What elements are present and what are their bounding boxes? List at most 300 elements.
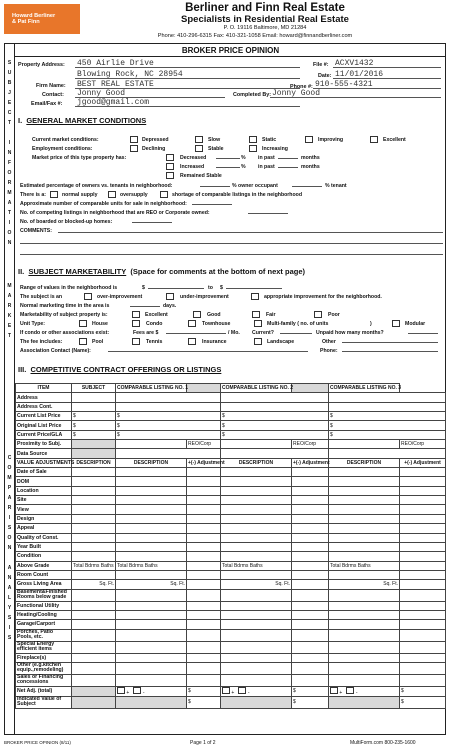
- subject-gla-cell[interactable]: [72, 580, 116, 589]
- table-row: [16, 620, 446, 629]
- email-field[interactable]: jgood@gmail.com: [75, 98, 300, 107]
- declining-checkbox[interactable]: [130, 145, 138, 152]
- multifamily-checkbox[interactable]: [254, 320, 262, 327]
- market-fair-checkbox[interactable]: [252, 311, 260, 318]
- declining-label: Declining: [142, 146, 166, 152]
- adj-cell[interactable]: [292, 561, 329, 570]
- adj-cell[interactable]: [400, 674, 446, 686]
- comp-desc-cell[interactable]: [329, 552, 400, 561]
- assoc-phone-field[interactable]: [342, 346, 438, 352]
- sidebar-letter: R: [7, 303, 12, 309]
- comp-desc-cell[interactable]: [116, 629, 187, 641]
- decreased-pct-field[interactable]: [216, 153, 240, 159]
- comp-desc-cell[interactable]: [329, 542, 400, 551]
- oversupply-checkbox[interactable]: [108, 191, 116, 198]
- increased-months-field[interactable]: [278, 162, 298, 168]
- range-to-field[interactable]: [226, 283, 282, 289]
- adj-cell[interactable]: [292, 580, 329, 589]
- table-row: [16, 393, 446, 402]
- adj-cell[interactable]: [292, 552, 329, 561]
- subject-adj-cell[interactable]: [72, 620, 116, 629]
- comp-cell[interactable]: [116, 393, 221, 402]
- adj-row-label: Indicated Value of Subject: [16, 696, 72, 708]
- comp-desc-cell[interactable]: [329, 653, 400, 662]
- market-excellent-checkbox[interactable]: [132, 311, 140, 318]
- adj-cell[interactable]: [187, 542, 221, 551]
- net-adj-value[interactable]: $: [292, 686, 329, 696]
- subject-adj-cell[interactable]: [72, 662, 116, 674]
- comp-cell[interactable]: [329, 440, 400, 449]
- condo-checkbox[interactable]: [132, 320, 140, 327]
- house-checkbox[interactable]: [79, 320, 87, 327]
- adj-cell[interactable]: [292, 620, 329, 629]
- comp-price-cell[interactable]: $: [221, 412, 329, 421]
- stable-checkbox[interactable]: [195, 145, 203, 152]
- row-label: Data Source: [16, 449, 72, 458]
- adj-cell[interactable]: [292, 674, 329, 686]
- comp-gla-cell[interactable]: [116, 580, 187, 589]
- adj-cell[interactable]: [187, 524, 221, 533]
- increasing-checkbox[interactable]: [249, 145, 257, 152]
- adj-cell[interactable]: [187, 570, 221, 579]
- market-good-label: Good: [207, 312, 221, 318]
- adj-cell[interactable]: [292, 524, 329, 533]
- adj-cell[interactable]: [187, 641, 221, 653]
- decreased-months-field[interactable]: [278, 153, 298, 159]
- adj-cell[interactable]: [292, 486, 329, 495]
- adj-cell[interactable]: [400, 505, 446, 514]
- comp-desc-cell[interactable]: [116, 641, 187, 653]
- comp-desc-cell[interactable]: [221, 662, 292, 674]
- comp-desc-cell[interactable]: [116, 542, 187, 551]
- adj-cell[interactable]: [292, 601, 329, 610]
- over-improvement-checkbox[interactable]: [84, 293, 92, 300]
- adj-cell[interactable]: [292, 468, 329, 477]
- comp-cell[interactable]: [116, 402, 221, 411]
- comp-desc-cell[interactable]: [329, 662, 400, 674]
- adj-row-label: Heating/Cooling: [16, 610, 72, 619]
- range-from-field[interactable]: [148, 283, 204, 289]
- comp-cell[interactable]: [329, 402, 446, 411]
- comp-desc-cell[interactable]: [116, 477, 187, 486]
- minus-checkbox[interactable]: [133, 687, 141, 694]
- adj-cell[interactable]: [187, 662, 221, 674]
- adj-cell[interactable]: [292, 514, 329, 523]
- subject-cell[interactable]: [72, 440, 116, 449]
- adj-row-label: Above Grade: [16, 561, 72, 570]
- adj-cell[interactable]: [400, 533, 446, 542]
- adj-cell[interactable]: [400, 561, 446, 570]
- adj-cell[interactable]: [187, 580, 221, 589]
- subject-adj-cell[interactable]: [72, 533, 116, 542]
- adj-cell[interactable]: [187, 533, 221, 542]
- adj-cell[interactable]: [292, 477, 329, 486]
- adj-row-label: Condition: [16, 552, 72, 561]
- comp-cell[interactable]: [221, 402, 329, 411]
- adj-cell[interactable]: [187, 653, 221, 662]
- adj-cell[interactable]: [187, 496, 221, 505]
- comp-desc-cell[interactable]: [221, 601, 292, 610]
- subject-adj-cell[interactable]: [72, 505, 116, 514]
- adj-cell[interactable]: [292, 496, 329, 505]
- subject-room-header: [72, 561, 116, 570]
- subject-adj-cell[interactable]: [72, 496, 116, 505]
- phone-label: Phone #:: [290, 84, 313, 90]
- comments-line3[interactable]: [20, 249, 443, 255]
- comments-line2[interactable]: [20, 238, 443, 244]
- net-adj-value[interactable]: $: [187, 686, 221, 696]
- tenant-pct-field[interactable]: [292, 181, 322, 187]
- adj-cell[interactable]: [400, 570, 446, 579]
- decreased-pct-label: %: [241, 155, 246, 161]
- subject-adj-cell[interactable]: [72, 477, 116, 486]
- comp-price-cell[interactable]: $: [116, 421, 221, 430]
- adj-cell[interactable]: [400, 629, 446, 641]
- adj-cell[interactable]: [400, 610, 446, 619]
- comp-desc-cell[interactable]: [329, 674, 400, 686]
- comp-desc-cell[interactable]: [329, 468, 400, 477]
- modular-label: Modular: [405, 321, 426, 327]
- comp-desc-cell[interactable]: [221, 468, 292, 477]
- depressed-checkbox[interactable]: [130, 136, 138, 143]
- comp-desc-cell[interactable]: [221, 496, 292, 505]
- comp-desc-cell[interactable]: [116, 589, 187, 601]
- adj-cell[interactable]: [187, 514, 221, 523]
- comp-desc-cell[interactable]: [329, 641, 400, 653]
- static-checkbox[interactable]: [249, 136, 257, 143]
- other-field[interactable]: [342, 337, 438, 343]
- adj-cell[interactable]: [292, 610, 329, 619]
- adj-cell[interactable]: [187, 674, 221, 686]
- section3-title: COMPETITIVE CONTRACT OFFERINGS OR LISTINGS: [30, 365, 222, 374]
- increasing-label: Increasing: [262, 146, 288, 152]
- adj-cell[interactable]: [400, 552, 446, 561]
- table-row: [16, 686, 446, 696]
- address-line2-field[interactable]: Blowing Rock, NC 28954: [75, 70, 300, 79]
- adj-cell[interactable]: [187, 477, 221, 486]
- decreased-checkbox[interactable]: [166, 154, 174, 161]
- comp-adjustment-header: +(-) Adjustment: [188, 459, 225, 466]
- contact-label: Contact:: [42, 92, 64, 98]
- adj-cell[interactable]: [400, 524, 446, 533]
- fees-field[interactable]: [166, 328, 226, 334]
- subject-adj-cell[interactable]: [72, 542, 116, 551]
- comp-desc-cell[interactable]: [221, 653, 292, 662]
- remained-stable-checkbox[interactable]: [166, 172, 174, 179]
- subject-adj-cell[interactable]: [72, 641, 116, 653]
- market-excellent-label: Excellent: [145, 312, 168, 318]
- unpaid-field[interactable]: [408, 328, 438, 334]
- subject-adj-cell[interactable]: [72, 674, 116, 686]
- comp-price-cell[interactable]: $: [329, 421, 446, 430]
- comp-desc-cell[interactable]: [116, 514, 187, 523]
- adj-cell[interactable]: [187, 589, 221, 601]
- comp-desc-cell[interactable]: [116, 674, 187, 686]
- comp-desc-cell[interactable]: [329, 477, 400, 486]
- subject-adj-cell[interactable]: [72, 468, 116, 477]
- comp-desc-cell[interactable]: [116, 468, 187, 477]
- adj-cell[interactable]: [187, 486, 221, 495]
- comp-price-cell[interactable]: $: [116, 412, 221, 421]
- comp-desc-cell[interactable]: [221, 570, 292, 579]
- sidebar-letter: O: [7, 170, 12, 176]
- increased-pct-field[interactable]: [216, 162, 240, 168]
- adj-cell[interactable]: [292, 629, 329, 641]
- completed-by-field[interactable]: Jonny Good: [270, 89, 441, 98]
- comp-cell[interactable]: [329, 393, 446, 402]
- shortage-checkbox[interactable]: [160, 191, 168, 198]
- subject-adj-cell[interactable]: [72, 514, 116, 523]
- comments-line1[interactable]: [58, 227, 443, 233]
- adj-cell[interactable]: [187, 629, 221, 641]
- comp-desc-cell[interactable]: [329, 601, 400, 610]
- adj-cell[interactable]: [400, 514, 446, 523]
- total-label: Total: [222, 562, 233, 569]
- comp-desc-cell[interactable]: [116, 610, 187, 619]
- adj-cell[interactable]: [187, 561, 221, 570]
- table-header-row: [16, 384, 446, 393]
- adj-cell[interactable]: [400, 620, 446, 629]
- comp-desc-cell[interactable]: [329, 610, 400, 619]
- adj-cell[interactable]: [400, 542, 446, 551]
- market-fair-label: Fair: [266, 312, 276, 318]
- marketing-days-field[interactable]: [130, 301, 160, 307]
- comp-desc-cell[interactable]: [329, 514, 400, 523]
- adj-cell[interactable]: [292, 653, 329, 662]
- subject-adj-cell[interactable]: [72, 486, 116, 495]
- phone-field[interactable]: 910-555-4321: [313, 80, 441, 89]
- excellent-checkbox[interactable]: [370, 136, 378, 143]
- row-label: Original List Price: [16, 421, 72, 430]
- comp-desc-cell[interactable]: [116, 505, 187, 514]
- subject-adj-cell[interactable]: [72, 589, 116, 601]
- over-improvement-label: over-improvement: [97, 294, 143, 300]
- comp-price-cell[interactable]: $: [116, 430, 221, 439]
- slow-checkbox[interactable]: [195, 136, 203, 143]
- pool-checkbox[interactable]: [79, 338, 87, 345]
- adj-cell[interactable]: [400, 601, 446, 610]
- normal-supply-checkbox[interactable]: [50, 191, 58, 198]
- landscape-checkbox[interactable]: [254, 338, 262, 345]
- comp-desc-cell[interactable]: [116, 570, 187, 579]
- comp-cell[interactable]: [221, 393, 329, 402]
- adj-cell[interactable]: [292, 542, 329, 551]
- indicated-value-cell[interactable]: $: [400, 696, 446, 708]
- adj-cell[interactable]: [187, 505, 221, 514]
- insurance-checkbox[interactable]: [188, 338, 196, 345]
- current-field[interactable]: [280, 328, 312, 334]
- market-poor-checkbox[interactable]: [314, 311, 322, 318]
- file-number-field[interactable]: ACXV1432: [333, 59, 441, 68]
- comp-desc-cell[interactable]: [116, 486, 187, 495]
- comp-cell[interactable]: [221, 449, 329, 458]
- comp-desc-cell[interactable]: [116, 662, 187, 674]
- comp-desc-cell[interactable]: [116, 653, 187, 662]
- adj-cell[interactable]: [292, 533, 329, 542]
- improving-checkbox[interactable]: [305, 136, 313, 143]
- adj-cell[interactable]: [187, 468, 221, 477]
- multifamily-close: ): [370, 321, 372, 327]
- firm-name-field[interactable]: BEST REAL ESTATE: [75, 80, 300, 89]
- subject-adj-cell[interactable]: [72, 653, 116, 662]
- table-row: [16, 561, 446, 570]
- adj-cell[interactable]: [400, 589, 446, 601]
- condo-assoc-label: If condo or other associations exist:: [20, 330, 110, 336]
- contact-field[interactable]: Jonny Good: [75, 89, 225, 98]
- plus-checkbox[interactable]: [117, 687, 125, 694]
- comp-adjustment-header: +(-) Adjustment: [293, 459, 330, 466]
- comp-desc-cell[interactable]: [221, 505, 292, 514]
- comp-gla-cell[interactable]: [221, 580, 292, 589]
- date-field[interactable]: 11/01/2016: [333, 70, 441, 79]
- subject-cell[interactable]: [72, 449, 116, 458]
- comp-desc-cell[interactable]: [329, 589, 400, 601]
- tennis-checkbox[interactable]: [132, 338, 140, 345]
- comp-desc-cell[interactable]: [221, 477, 292, 486]
- adj-cell[interactable]: [187, 610, 221, 619]
- owner-pct-field[interactable]: [200, 181, 230, 187]
- comp-desc-cell[interactable]: [329, 524, 400, 533]
- comp-cell[interactable]: [329, 449, 446, 458]
- comp-desc-cell[interactable]: [329, 629, 400, 641]
- sidebar-letter: A: [7, 495, 12, 501]
- comp-desc-cell[interactable]: [221, 674, 292, 686]
- minus-checkbox[interactable]: [238, 687, 246, 694]
- adj-cell[interactable]: [400, 662, 446, 674]
- table-row: [16, 533, 446, 542]
- subject-cell[interactable]: $: [72, 412, 116, 421]
- comp-desc-cell[interactable]: [221, 641, 292, 653]
- owner-tenant-label: Estimated percentage of owners vs. tenants in neighborhood:: [20, 183, 173, 189]
- comp-desc-cell[interactable]: [116, 496, 187, 505]
- plus-checkbox[interactable]: [330, 687, 338, 694]
- townhouse-checkbox[interactable]: [188, 320, 196, 327]
- indicated-value-cell[interactable]: $: [292, 696, 329, 708]
- townhouse-label: Townhouse: [202, 321, 231, 327]
- comp-desc-cell[interactable]: [116, 601, 187, 610]
- under-improvement-checkbox[interactable]: [166, 293, 174, 300]
- comp-desc-cell[interactable]: [221, 610, 292, 619]
- address-line1-field[interactable]: 450 Airlie Drive: [75, 59, 300, 68]
- comp-desc-cell[interactable]: [221, 629, 292, 641]
- comp-price-cell[interactable]: $: [329, 412, 446, 421]
- net-adj-value[interactable]: $: [400, 686, 446, 696]
- comp-price-cell[interactable]: $: [221, 430, 329, 439]
- comp-room-header: [329, 561, 400, 570]
- subject-adj-cell[interactable]: [72, 552, 116, 561]
- adj-cell[interactable]: [400, 580, 446, 589]
- company-logo: [4, 4, 80, 34]
- sqft-label: Sq. Ft.: [383, 581, 398, 588]
- comp-desc-cell[interactable]: [221, 542, 292, 551]
- subject-cell[interactable]: [72, 393, 116, 402]
- sidebar-letter: E: [7, 100, 12, 106]
- comp-desc-cell[interactable]: [116, 524, 187, 533]
- comp-desc-cell[interactable]: [221, 514, 292, 523]
- comp-desc-cell[interactable]: [329, 533, 400, 542]
- indicated-value-cell[interactable]: $: [187, 696, 221, 708]
- comp-desc-cell[interactable]: [329, 570, 400, 579]
- footer-form-id: BROKER PRICE OPINION (8/11): [4, 740, 71, 745]
- subject-is-label: The subject is an: [20, 294, 63, 300]
- subject-adj-cell[interactable]: [72, 610, 116, 619]
- sidebar-letter: R: [7, 505, 12, 511]
- comp-desc-cell[interactable]: [116, 620, 187, 629]
- comp-desc-cell[interactable]: [116, 533, 187, 542]
- decreased-months-label: months: [301, 155, 320, 161]
- table-cell: [116, 696, 187, 708]
- adj-cell[interactable]: [292, 641, 329, 653]
- adj-cell[interactable]: [400, 477, 446, 486]
- comp-desc-cell[interactable]: [221, 486, 292, 495]
- subject-adj-cell[interactable]: [72, 601, 116, 610]
- plus-checkbox[interactable]: [222, 687, 230, 694]
- comp-cell[interactable]: [116, 440, 187, 449]
- comp-desc-cell[interactable]: [221, 533, 292, 542]
- minus-label: -: [355, 689, 358, 696]
- adj-cell[interactable]: [292, 505, 329, 514]
- minus-checkbox[interactable]: [346, 687, 354, 694]
- subject-cell[interactable]: [72, 402, 116, 411]
- comp-cell[interactable]: [116, 449, 221, 458]
- reo-listings-field[interactable]: [248, 208, 288, 214]
- subject-adj-cell[interactable]: [72, 629, 116, 641]
- slow-label: Slow: [208, 137, 221, 143]
- comp-desc-cell[interactable]: [329, 505, 400, 514]
- market-good-checkbox[interactable]: [193, 311, 201, 318]
- comp-desc-cell[interactable]: [329, 620, 400, 629]
- comp-desc-cell[interactable]: [221, 552, 292, 561]
- comp-price-cell[interactable]: $: [221, 421, 329, 430]
- subject-adj-cell[interactable]: [72, 570, 116, 579]
- adj-cell[interactable]: [400, 496, 446, 505]
- sqft-label: Sq. Ft.: [275, 581, 290, 588]
- approx-units-field[interactable]: [192, 199, 232, 205]
- comp-desc-cell[interactable]: [329, 496, 400, 505]
- assoc-contact-field[interactable]: [108, 346, 308, 352]
- adj-cell[interactable]: [292, 589, 329, 601]
- comp-cell[interactable]: [221, 440, 292, 449]
- adj-cell[interactable]: [292, 662, 329, 674]
- comp-desc-cell[interactable]: [221, 589, 292, 601]
- adj-cell[interactable]: [400, 486, 446, 495]
- modular-checkbox[interactable]: [392, 320, 400, 327]
- comp-price-cell[interactable]: $: [329, 430, 446, 439]
- increased-checkbox[interactable]: [166, 163, 174, 170]
- subject-adj-cell[interactable]: [72, 524, 116, 533]
- subject-cell[interactable]: $: [72, 421, 116, 430]
- subject-cell[interactable]: $: [72, 430, 116, 439]
- adj-cell[interactable]: [187, 620, 221, 629]
- adj-cell[interactable]: [292, 570, 329, 579]
- comp-desc-cell[interactable]: [329, 486, 400, 495]
- adj-cell[interactable]: [400, 641, 446, 653]
- adj-cell[interactable]: [187, 601, 221, 610]
- adj-cell[interactable]: [400, 468, 446, 477]
- row-label: Current List Price: [16, 412, 72, 421]
- normal-time-label: Normal marketing time in the area is: [20, 303, 110, 309]
- adj-cell[interactable]: [187, 552, 221, 561]
- boarded-field[interactable]: [132, 217, 172, 223]
- table-row: [16, 412, 446, 421]
- comp-desc-cell[interactable]: [116, 552, 187, 561]
- adj-cell[interactable]: [400, 653, 446, 662]
- appropriate-improvement-checkbox[interactable]: [251, 293, 259, 300]
- comp-desc-cell[interactable]: [221, 620, 292, 629]
- comp-desc-cell[interactable]: [221, 524, 292, 533]
- row-label: Current Price/GLA: [16, 430, 72, 439]
- comp-gla-cell[interactable]: [329, 580, 400, 589]
